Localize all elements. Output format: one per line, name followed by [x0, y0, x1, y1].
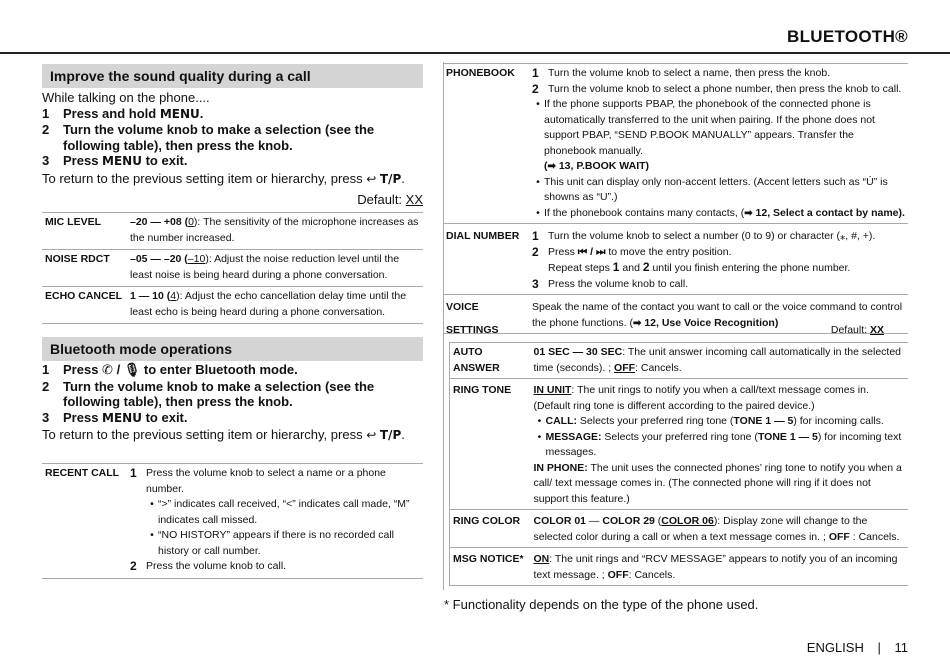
page-number: 11 — [894, 640, 908, 655]
step-1: 1 Press ✆ / 🎙 to enter Bluetooth mode. — [42, 362, 298, 378]
default-value: 0 — [188, 216, 194, 228]
recent-bullet: “NO HISTORY” appears if there is no recorded call history or call number. — [158, 529, 394, 557]
default-value: XX — [405, 192, 423, 207]
skip-keys-icon: ⏮ / ⏭ — [577, 245, 606, 258]
step-text-end: . — [199, 105, 204, 121]
menu-key: MENU — [159, 106, 200, 121]
dial-step-2-end: to move the entry position. — [605, 245, 732, 258]
default-value: XX — [869, 324, 884, 336]
step-text: Press — [63, 362, 103, 377]
step-number: 1 — [42, 362, 50, 377]
recent-bullet: “>” indicates call received, “<” indicates call made, “M” indicates call missed. — [158, 498, 410, 526]
row-desc: –05 — –20 (–10): Adjust the noise reduction level until the least noise is being heard during a phone conversation. — [130, 253, 400, 281]
tp-key: T/P — [379, 428, 402, 442]
row-desc: 1 Turn the volume knob to select a number (0 to 9) or character (⁎, #, +). 2 Press ⏮ / ⏭ to move the entry position. Repeat steps 1 and 2 until you finish entering the phone number. 3 Press the volume knob to call. — [532, 229, 876, 291]
header-rule — [0, 52, 950, 54]
intro-text: While talking on the phone.... — [42, 90, 210, 105]
step-text-end: to exit. — [141, 153, 188, 168]
step-text: Turn the volume knob to make a selection (see the following table), then press the knob. — [63, 378, 375, 409]
dial-step-3: Press the volume knob to call. — [548, 277, 689, 290]
row-label: RING COLOR — [453, 515, 521, 527]
step-number: 2 — [42, 122, 50, 137]
page-reference: 12, Use Voice Recognition) — [644, 316, 779, 329]
default-note — [300, 192, 423, 207]
step-number: 3 — [42, 153, 50, 168]
settings-table — [449, 342, 908, 586]
step-3 — [42, 410, 427, 427]
arrow-right-icon: ➡ — [547, 161, 556, 172]
row-label: PHONEBOOK — [446, 67, 515, 79]
step-1 — [42, 106, 427, 123]
recent-step-2: Press the volume knob to call. — [146, 560, 287, 572]
arrow-right-icon: ➡ — [633, 317, 642, 329]
step-text: Press — [63, 409, 103, 425]
table-row — [443, 224, 908, 295]
row-desc: IN UNIT: The unit rings to notify you when a call/text message comes in. (Default ring tone is different according to the paired device.) • CALL: Selects your preferred ring tone (TONE 1 — 5) for incoming calls. • MESSAGE: Selects your preferred ring tone (TONE 1 — 5) for incoming text messages. IN PHONE: The unit uses the connected phones’ ring tone to notify you when a call/ text message comes in. (The connected phone will ring if it does not support this feature.) — [533, 384, 902, 505]
table-row — [42, 250, 423, 287]
row-desc: 1 — 10 (4): Adjust the echo cancellation delay time until the least echo is being heard during a phone conversation. — [130, 290, 407, 318]
step-text: Press — [63, 153, 103, 168]
step-3 — [42, 153, 427, 170]
page-reference: 12, Select a contact by name). — [755, 206, 905, 219]
footnote: * Functionality depends on the type of the phone used. — [444, 597, 759, 612]
table-row — [42, 213, 423, 250]
back-arrow-icon: ↩ — [366, 428, 377, 442]
recent-step-1: Press the volume knob to select a name or a phone number. — [146, 467, 386, 495]
phone-functions-table — [443, 63, 908, 334]
row-desc: –20 — +08 (0): The sensitivity of the microphone increases as the number increased. — [130, 216, 419, 244]
row-label: DIAL NUMBER — [446, 230, 520, 242]
row-label: SETTINGS — [446, 324, 499, 336]
row-label: NOISE RDCT — [45, 253, 110, 265]
phonebook-note: This unit can display only non-accent letters. (Accent letters such as “Ú” is showns as “U”.) — [544, 175, 888, 203]
table-row — [450, 510, 909, 548]
row-label: RING TONE — [453, 384, 512, 396]
phone-icon: ✆ — [102, 363, 113, 378]
step-number: 1 — [42, 105, 50, 121]
recent-call-table — [42, 463, 423, 579]
step-number: 3 — [42, 409, 50, 425]
default-label: Default: — [830, 324, 870, 336]
row-desc: Speak the name of the contact you want to call or the voice command to control the phone functions. (➡ 12, Use Voice Recognition) — [532, 301, 903, 329]
sound-steps — [42, 90, 427, 187]
phonebook-step-2: Turn the volume knob to select a phone number, then press the knob to call. — [548, 82, 902, 95]
step-text: Press and hold — [63, 105, 160, 121]
arrow-right-icon: ➡ — [744, 207, 753, 219]
row-label: ECHO CANCEL — [45, 290, 123, 302]
step-text-end: to enter Bluetooth mode. — [140, 362, 298, 377]
default-value: –10 — [187, 253, 206, 265]
phonebook-note: If the phonebook contains many contacts, ( — [544, 206, 745, 219]
default-value: 4 — [170, 290, 177, 302]
table-row — [450, 343, 909, 379]
step-text-end: to exit. — [141, 409, 188, 425]
microphone-icon: 🎙 — [123, 363, 141, 378]
step-2 — [42, 379, 427, 410]
return-instruction — [42, 427, 427, 444]
back-arrow-icon: ↩ — [366, 171, 377, 186]
row-desc: 01 SEC — 30 SEC: The unit answer incoming call automatically in the selected time (seconds). ; OFF: Cancels. — [533, 346, 902, 374]
row-desc: ON: The unit rings and “RCV MESSAGE” appears to notify you of an incoming text message. ; OFF: Cancels. — [533, 553, 898, 581]
section-heading-sound: Improve the sound quality during a call — [42, 64, 423, 88]
table-row — [443, 64, 908, 224]
phonebook-note: If the phone supports PBAP, the phonebook of the connected phone is automatically transferred to the unit when pairing. If the phone does not support PBAP, “SEND P.BOOK MANUALLY” appears. Transfer the phonebook manually. — [544, 98, 875, 157]
table-row — [42, 464, 423, 579]
menu-key: MENU — [102, 410, 142, 425]
page-reference: 13, P.BOOK WAIT) — [558, 160, 650, 172]
return-instruction — [42, 171, 427, 188]
return-text: To return to the previous setting item or hierarchy, press — [42, 427, 367, 442]
row-desc: 1 Turn the volume knob to select a name, then press the knob. 2 Turn the volume knob to select a phone number, then press the knob to call. • If the phone supports PBAP, the phonebook of the connected phone is automatically transferred to the unit when pairing. If the phone does not support PBAP, “SEND P.BOOK MANUALLY” appears. Transfer the phonebook manually. (➡ 13, P.BOOK WAIT) • This unit can display only non-accent letters. (Accent letters such as “Ú” is showns as “U”.) • If the phonebook contains many contacts, (➡ 12, Select a contact by name). — [532, 66, 905, 219]
row-desc: 1 Press the volume knob to select a name or a phone number. • “>” indicates call received, “<” indicates call made, “M” indicates call missed. • “NO HISTORY” appears if there is no recorded call history or call number. 2 Press the volume knob to call. — [127, 464, 423, 579]
step-text: Turn the volume knob to make a selection (see the following table), then press the knob. — [63, 122, 375, 153]
step-2 — [42, 122, 427, 153]
row-label: RECENT CALL — [45, 467, 120, 479]
table-row — [450, 548, 909, 586]
row-label: VOICE — [446, 301, 479, 313]
row-desc: COLOR 01 — COLOR 29 (COLOR 06): Display zone will change to the selected color during a call or when a text message comes in. ; OFF : Cancels. — [533, 515, 900, 543]
row-label: AUTO ANSWER — [453, 346, 500, 374]
menu-key: MENU — [102, 154, 142, 168]
return-end: . — [401, 427, 405, 442]
row-label: MIC LEVEL — [45, 216, 102, 228]
footer-separator: | — [877, 640, 881, 655]
table-row — [42, 287, 423, 324]
return-end: . — [401, 170, 405, 186]
phonebook-step-1: Turn the volume knob to select a name, then press the knob. — [548, 67, 831, 79]
bt-mode-steps — [42, 362, 427, 444]
sound-settings-table — [42, 212, 423, 324]
table-row — [450, 379, 909, 510]
dial-step-1: Turn the volume knob to select a number (0 to 9) or character (⁎, #, +). — [548, 230, 876, 242]
step-number: 2 — [42, 378, 50, 394]
dial-step-2: Press — [548, 245, 578, 258]
page-footer — [807, 640, 908, 655]
row-label: MSG NOTICE* — [453, 553, 524, 565]
language-label: ENGLISH — [806, 640, 864, 655]
default-label: Default: — [357, 192, 406, 207]
section-heading-bt-mode: Bluetooth mode operations — [42, 337, 423, 361]
return-text: To return to the previous setting item or hierarchy, press — [42, 170, 367, 186]
tp-key: T/P — [379, 171, 402, 186]
page-title: BLUETOOTH® — [787, 27, 908, 46]
